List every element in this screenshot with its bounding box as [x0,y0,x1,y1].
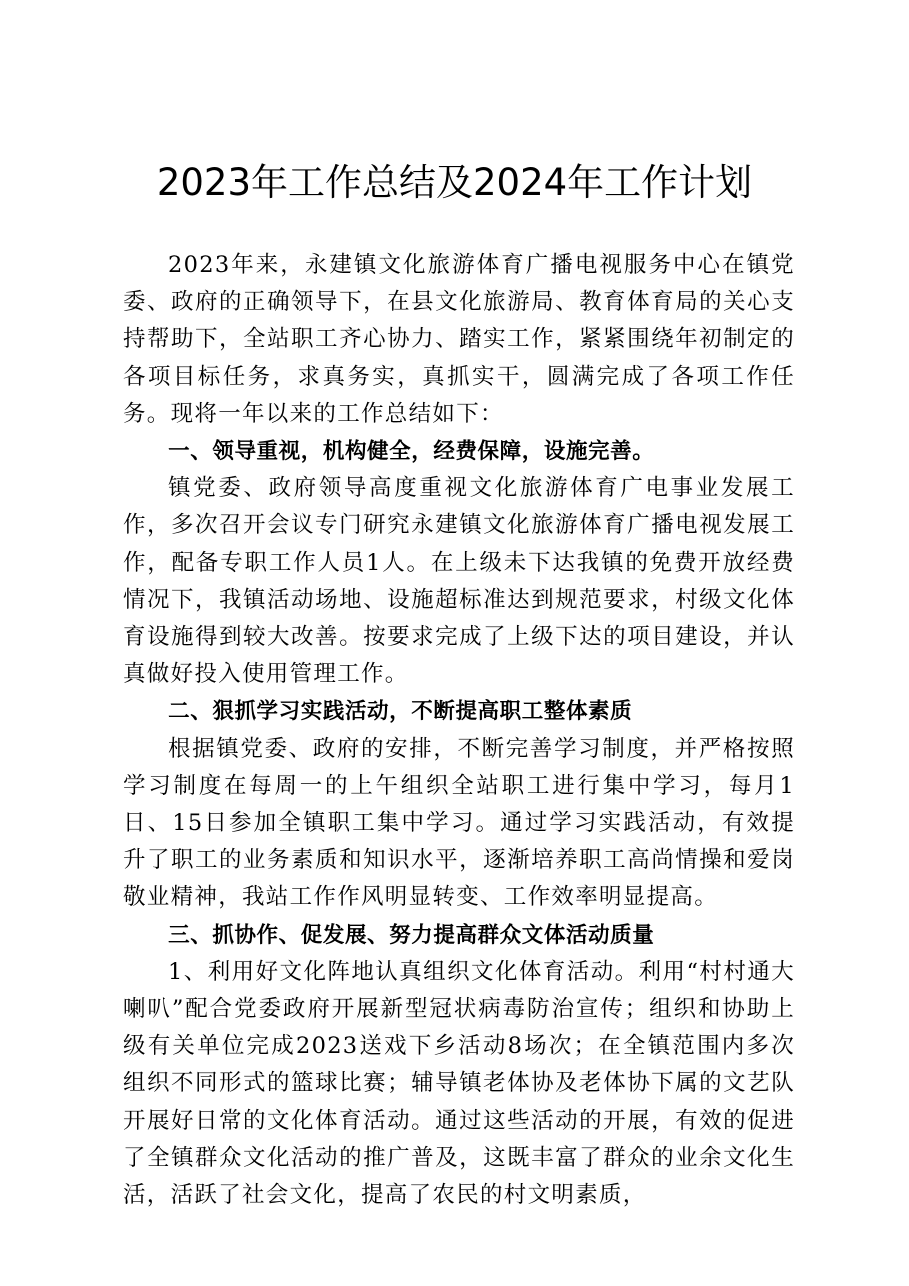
section-paragraph-2: 根据镇党委、政府的安排，不断完善学习制度，并严格按照学习制度在每周一的上午组织全站职工进行集中学习，每月1日、15日参加全镇职工集中学习。通过学习实践活动，有效提升了职工的业务素质和知识水平，逐渐培养职工高尚情操和爱岗敬业精神，我站工作作风明显转变、工作效率明显提高。 [123,735,795,911]
document-body [123,247,795,1214]
section-heading-3: 三、抓协作、促发展、努力提高群众文体活动质量 [168,922,655,948]
section-paragraph-1: 镇党委、政府领导高度重视文化旅游体育广电事业发展工作，多次召开会议专门研究永建镇文化旅游体育广播电视发展工作，配备专职工作人员1人。在上级未下达我镇的免费开放经费情况下，我镇活动场地、设施超标准达到规范要求，村级文化体育设施得到较大改善。按要求完成了上级下达的项目建设，并认真做好投入使用管理工作。 [123,475,795,688]
section-heading-1: 一、领导重视，机构健全，经费保障，设施完善。 [168,439,655,465]
section-heading-2: 二、狠抓学习实践活动，不断提高职工整体素质 [168,699,633,725]
document-title: 2023年工作总结及2024年工作计划 [156,161,753,204]
section-paragraph-3: 1、利用好文化阵地认真组织文化体育活动。利用“村村通大喇叭”配合党委政府开展新型冠状病毒防治宣传；组织和协助上级有关单位完成2023送戏下乡活动8场次；在全镇范围内多次组织不同形式的篮球比赛；辅导镇老体协及老体协下属的文艺队开展好日常的文化体育活动。通过这些活动的开展，有效的促进了全镇群众文化活动的推广普及，这既丰富了群众的业余文化生活，活跃了社会文化，提高了农民的村文明素质， [123,958,795,1209]
intro-paragraph: 2023年来，永建镇文化旅游体育广播电视服务中心在镇党委、政府的正确领导下，在县文化旅游局、教育体育局的关心支持帮助下，全站职工齐心协力、踏实工作，紧紧围绕年初制定的各项目标任务，求真务实，真抓实干，圆满完成了各项工作任务。现将一年以来的工作总结如下： [123,252,795,427]
